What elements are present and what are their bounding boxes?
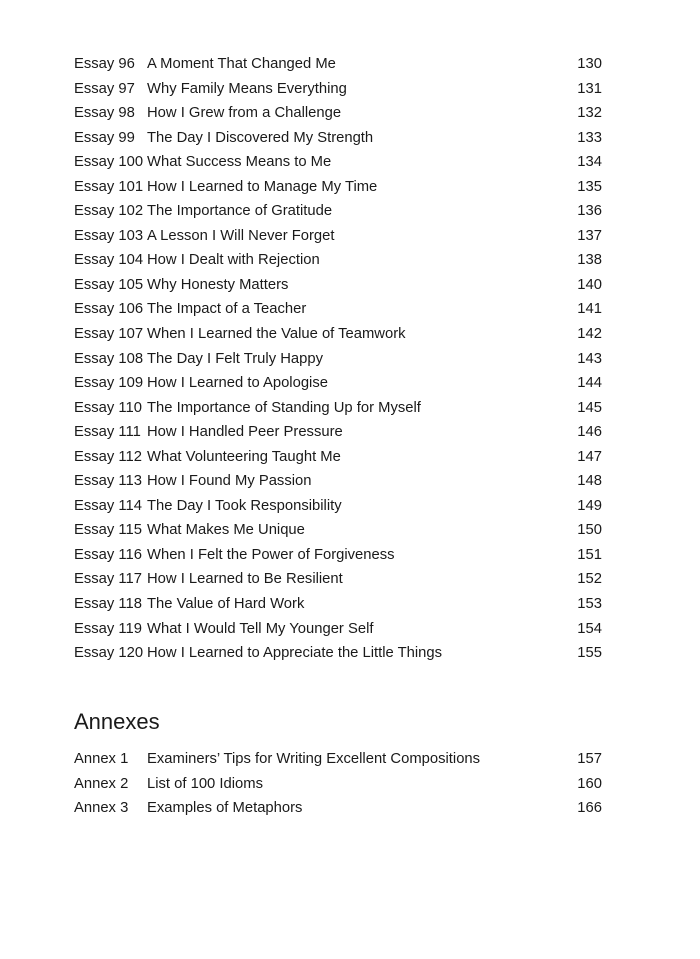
entry-page-number: 149 <box>577 497 602 514</box>
essay-toc-list <box>74 52 602 666</box>
entry-label: Essay 111 <box>74 424 141 441</box>
entry-title: How I Grew from a Challenge <box>147 105 342 122</box>
entry-label: Essay 120 <box>74 645 144 662</box>
toc-entry <box>74 747 602 772</box>
entry-page-number: 144 <box>577 375 602 392</box>
entry-label: Essay 106 <box>74 301 144 318</box>
entry-title: How I Dealt with Rejection <box>147 252 320 269</box>
annex-toc-list <box>74 747 602 821</box>
entry-label: Annex 2 <box>74 775 129 792</box>
entry-title: How I Learned to Be Resilient <box>147 571 343 588</box>
toc-entry <box>74 199 602 224</box>
entry-label: Essay 98 <box>74 105 135 122</box>
entry-title: How I Handled Peer Pressure <box>147 424 343 441</box>
entry-page-number: 136 <box>577 203 602 220</box>
entry-page-number: 148 <box>577 473 602 490</box>
entry-title: The Value of Hard Work <box>147 596 305 613</box>
toc-entry <box>74 371 602 396</box>
entry-label: Essay 117 <box>74 571 142 588</box>
entry-page-number: 157 <box>577 751 602 767</box>
toc-entry <box>74 445 602 470</box>
entry-label: Essay 107 <box>74 326 144 343</box>
toc-entry <box>74 396 602 421</box>
entry-title: The Day I Took Responsibility <box>147 497 342 514</box>
entry-label: Essay 112 <box>74 448 142 465</box>
entry-title: How I Learned to Manage My Time <box>147 178 378 195</box>
entry-title: The Day I Discovered My Strength <box>147 129 374 146</box>
entry-title: A Lesson I Will Never Forget <box>147 227 335 244</box>
entry-label: Essay 108 <box>74 350 144 367</box>
entry-label: Essay 109 <box>74 375 144 392</box>
entry-page-number: 132 <box>577 105 602 122</box>
entry-label: Essay 100 <box>74 154 144 171</box>
entry-title: Why Honesty Matters <box>147 276 289 293</box>
toc-entry <box>74 52 602 77</box>
entry-title: Examples of Metaphors <box>147 800 303 817</box>
entry-page-number: 153 <box>577 596 602 613</box>
entry-label: Essay 113 <box>74 473 142 490</box>
entry-page-number: 133 <box>577 129 602 146</box>
entry-label: Essay 118 <box>74 596 142 613</box>
entry-label: Essay 103 <box>74 227 144 244</box>
entry-page-number: 166 <box>577 800 602 817</box>
entry-label: Essay 97 <box>74 80 135 97</box>
entry-label: Essay 101 <box>74 178 144 195</box>
entry-title: What Volunteering Taught Me <box>147 448 341 465</box>
toc-entry <box>74 518 602 543</box>
entry-label: Annex 1 <box>74 751 129 767</box>
toc-entry <box>74 248 602 273</box>
entry-page-number: 131 <box>577 80 602 97</box>
entry-label: Essay 114 <box>74 497 142 514</box>
entry-page-number: 147 <box>577 448 602 465</box>
entry-page-number: 150 <box>577 522 602 539</box>
entry-page-number: 143 <box>577 350 602 367</box>
entry-label: Essay 115 <box>74 522 142 539</box>
entry-title: Examiners’ Tips for Writing Excellent Compositions <box>147 751 481 767</box>
toc-entry <box>74 297 602 322</box>
toc-entry <box>74 567 602 592</box>
entry-page-number: 141 <box>577 301 602 318</box>
entry-page-number: 152 <box>577 571 602 588</box>
toc-entry <box>74 101 602 126</box>
toc-entry <box>74 469 602 494</box>
toc-entry <box>74 347 602 372</box>
toc-entry <box>74 150 602 175</box>
entry-page-number: 151 <box>577 546 602 563</box>
entry-page-number: 142 <box>577 326 602 343</box>
entry-title: What Success Means to Me <box>147 154 332 171</box>
entry-page-number: 160 <box>577 775 602 792</box>
entry-label: Essay 119 <box>74 620 142 637</box>
toc-entry <box>74 126 602 151</box>
entry-title: The Day I Felt Truly Happy <box>147 350 323 367</box>
entry-label: Essay 104 <box>74 252 144 269</box>
toc-entry <box>74 796 602 821</box>
entry-title: The Importance of Standing Up for Myself <box>147 399 421 416</box>
entry-page-number: 134 <box>577 154 602 171</box>
toc-entry <box>74 617 602 642</box>
entry-label: Essay 105 <box>74 276 144 293</box>
toc-entry <box>74 273 602 298</box>
entry-title: When I Learned the Value of Teamwork <box>147 326 406 343</box>
entry-label: Essay 110 <box>74 399 142 416</box>
entry-title: How I Learned to Apologise <box>147 375 328 392</box>
toc-entry <box>74 641 602 666</box>
entry-title: A Moment That Changed Me <box>147 56 336 72</box>
entry-page-number: 138 <box>577 252 602 269</box>
entry-label: Essay 99 <box>74 129 135 146</box>
entry-label: Essay 116 <box>74 546 142 563</box>
entry-label: Essay 96 <box>74 56 135 72</box>
entry-title: The Importance of Gratitude <box>147 203 333 220</box>
entry-title: The Impact of a Teacher <box>147 301 307 318</box>
entry-title: Why Family Means Everything <box>147 80 347 97</box>
entry-title: How I Found My Passion <box>147 473 312 490</box>
entry-page-number: 135 <box>577 178 602 195</box>
entry-page-number: 137 <box>577 227 602 244</box>
entry-title: What I Would Tell My Younger Self <box>147 620 374 637</box>
toc-entry <box>74 592 602 617</box>
toc-entry <box>74 494 602 519</box>
entry-page-number: 145 <box>577 399 602 416</box>
entry-title: When I Felt the Power of Forgiveness <box>147 546 395 563</box>
toc-entry <box>74 322 602 347</box>
annexes-heading: Annexes <box>74 709 160 734</box>
toc-entry <box>74 175 602 200</box>
entry-page-number: 155 <box>577 645 602 662</box>
entry-page-number: 154 <box>577 620 602 637</box>
entry-title: What Makes Me Unique <box>147 522 305 539</box>
entry-page-number: 140 <box>577 276 602 293</box>
entry-label: Annex 3 <box>74 800 129 817</box>
toc-entry <box>74 543 602 568</box>
toc-entry <box>74 77 602 102</box>
toc-entry <box>74 772 602 797</box>
entry-title: List of 100 Idioms <box>147 775 263 792</box>
entry-title: How I Learned to Appreciate the Little Things <box>147 645 443 662</box>
entry-page-number: 130 <box>577 56 602 72</box>
toc-entry <box>74 420 602 445</box>
entry-label: Essay 102 <box>74 203 144 220</box>
entry-page-number: 146 <box>577 424 602 441</box>
toc-entry <box>74 224 602 249</box>
